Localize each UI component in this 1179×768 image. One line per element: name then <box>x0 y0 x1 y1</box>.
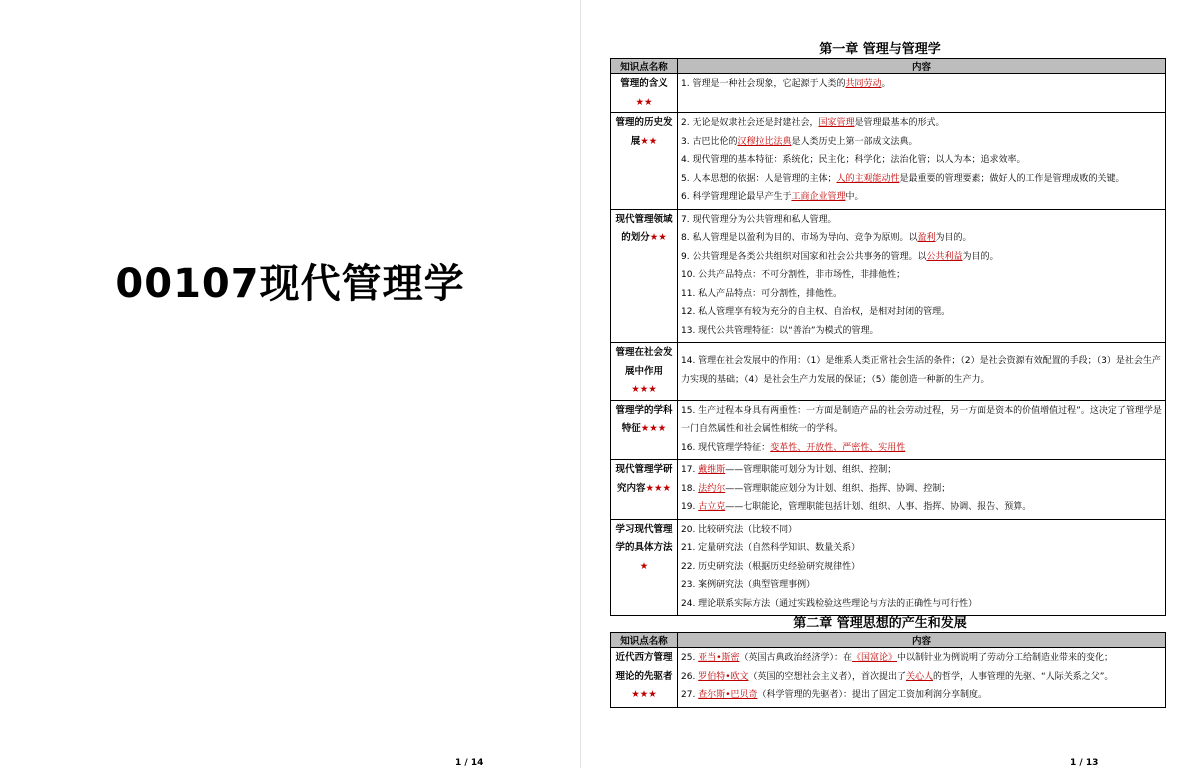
content-line <box>681 352 1162 389</box>
knowledge-point-content <box>678 113 1166 210</box>
content-line <box>681 649 1162 668</box>
highlighted-term: 汉穆拉比法典 <box>737 136 792 147</box>
content-line <box>681 303 1162 322</box>
knowledge-point-content <box>678 519 1166 616</box>
knowledge-table <box>610 632 1166 708</box>
right-page <box>581 0 1179 768</box>
content-line <box>681 211 1162 230</box>
content-text: 10. 公共产品特点：不可分割性，非市场性，非排他性； <box>681 270 906 280</box>
highlighted-term: 国家管理 <box>818 118 855 128</box>
star-rating: ★ <box>639 560 649 572</box>
content-text: 15. 生产过程本身具有两重性：一方面是制造产品的社会劳动过程，另一方面是资本的价值增值过程”。这决定了管理学是一门自然属性和社会属性相统一的学科。 <box>681 405 1162 434</box>
knowledge-point-content <box>678 400 1166 460</box>
table-row <box>611 209 1166 343</box>
table-row <box>611 343 1166 401</box>
content-text: 14. 管理在社会发展中的作用：（1）是维系人类正常社会生活的条件；（2）是社会资源有效配置的手段；（3）是社会生产力实现的基础；（4）是社会生产力发展的保证；（5）能创造一种新的生产力。 <box>681 356 1161 385</box>
table-row <box>611 400 1166 460</box>
content-text: 9. 公共管理是各类公共组织对国家和社会公共事务的管理。以 <box>681 251 927 262</box>
content-line <box>681 576 1162 595</box>
content-text: 18. <box>681 483 699 494</box>
content-text: （科学管理的先驱者）：提出了固定工资加利润分享制度。 <box>757 690 988 700</box>
content-text: 11. 私人产品特点：可分割性，排他性。 <box>681 288 843 299</box>
content-line <box>681 595 1162 614</box>
content-text: 。 <box>881 79 891 89</box>
content-line <box>681 461 1162 480</box>
content-text: （英国古典政治经济学）：在 <box>739 653 853 663</box>
knowledge-point-name <box>611 400 678 460</box>
content-text: 6. 科学管理理论最早产生于 <box>681 192 792 202</box>
content-text: 是最重要的管理要素；做好人的工作是管理成败的关键。 <box>899 173 1125 184</box>
content-text: ——管理职能应划分为计划、组织、指挥、协调、控制； <box>725 483 951 494</box>
table-header-row <box>611 633 1166 648</box>
knowledge-table <box>610 58 1166 616</box>
content-text: 19. <box>681 502 699 512</box>
content-text: 25. <box>681 653 699 663</box>
knowledge-point-name <box>611 209 678 343</box>
content-line <box>681 322 1162 341</box>
knowledge-point-label: 现代管理学研究内容 <box>615 464 673 494</box>
content-line <box>681 114 1162 133</box>
highlighted-term: 关心人 <box>906 671 934 682</box>
highlighted-term: 罗伯特•欧文 <box>698 671 749 682</box>
knowledge-point-content <box>678 460 1166 520</box>
header-knowledge-point: 知识点名称 <box>611 633 678 648</box>
cover-title: 00107现代管理学 <box>115 261 465 307</box>
highlighted-term: 查尔斯•巴贝奇 <box>698 690 758 700</box>
knowledge-point-label: 现代管理领域的划分 <box>615 213 673 243</box>
content-text: 为目的。 <box>935 233 972 243</box>
right-page-number: 1 / 13 <box>1070 758 1099 768</box>
knowledge-point-label: 管理的历史发展 <box>615 117 673 147</box>
knowledge-point-label: 管理学的学科特征 <box>615 404 673 434</box>
knowledge-point-label: 管理在社会发展中作用 <box>615 347 673 377</box>
content-text: 26. <box>681 671 699 682</box>
content-text: 1. 管理是一种社会现象，它起源于人类的 <box>681 79 846 89</box>
content-line <box>681 402 1162 439</box>
content-text: 是人类历史上第一部成文法典。 <box>791 136 918 147</box>
content-text: 7. 现代管理分为公共管理和私人管理。 <box>681 214 837 225</box>
content-text: 17. <box>681 465 699 475</box>
content-text: 22. 历史研究法（根据历史经验研究规律性） <box>681 561 861 572</box>
content-line <box>681 480 1162 499</box>
content-line <box>681 170 1162 189</box>
content-line <box>681 521 1162 540</box>
content-line <box>681 498 1162 517</box>
content-text: 3. 古巴比伦的 <box>681 136 738 147</box>
content-text: 为目的。 <box>962 251 999 262</box>
table-header-row <box>611 59 1166 74</box>
content-line <box>681 668 1162 687</box>
star-rating: ★★★ <box>631 384 657 395</box>
content-line <box>681 686 1162 705</box>
highlighted-term: 古立克 <box>698 502 726 512</box>
table-row <box>611 74 1166 113</box>
content-line <box>681 188 1162 207</box>
header-content: 内容 <box>678 633 1166 648</box>
content-text: 是管理最基本的形式。 <box>854 118 945 128</box>
table-row <box>611 113 1166 210</box>
star-rating: ★★★ <box>640 423 667 434</box>
highlighted-term: 变革性、开放性、严密性、实用性 <box>770 442 906 453</box>
table-row <box>611 519 1166 616</box>
content-text: 24. 理论联系实际方法（通过实践检验这些理论与方法的正确性与可行性） <box>681 598 978 609</box>
star-rating: ★★★ <box>631 689 657 700</box>
content-text: 13. 现代公共管理特征：以“善治”为模式的管理。 <box>681 325 879 336</box>
header-knowledge-point: 知识点名称 <box>611 59 678 74</box>
chapters-container <box>581 42 1179 708</box>
knowledge-point-content <box>678 648 1166 708</box>
knowledge-point-name <box>611 648 678 708</box>
content-text: 5. 人本思想的依据：人是管理的主体； <box>681 173 837 184</box>
knowledge-point-content <box>678 343 1166 401</box>
content-text: 4. 现代管理的基本特征：系统化；民主化；科学化；法治化管；以人为本；追求效率。 <box>681 155 1026 165</box>
header-content: 内容 <box>678 59 1166 74</box>
content-text: ——七职能论，管理职能包括计划、组织、人事、指挥、协调、报告、预算。 <box>725 502 1032 512</box>
star-rating: ★★ <box>649 232 667 243</box>
highlighted-term: 《国富论》 <box>852 653 898 663</box>
left-page <box>0 0 581 768</box>
content-line <box>681 248 1162 267</box>
content-line <box>681 75 1162 94</box>
table-row <box>611 648 1166 708</box>
highlighted-term: 亚当•斯密 <box>698 653 740 663</box>
content-line <box>681 133 1162 152</box>
left-page-number: 1 / 14 <box>455 758 484 768</box>
content-text: （英国的空想社会主义者），首次提出了 <box>748 671 907 682</box>
knowledge-point-name <box>611 519 678 616</box>
highlighted-term: 公共利益 <box>926 251 963 262</box>
content-line <box>681 558 1162 577</box>
knowledge-point-label: 学习现代管理学的具体方法 <box>615 523 673 553</box>
table-row <box>611 460 1166 520</box>
highlighted-term: 法约尔 <box>698 483 726 494</box>
chapter-title: 第二章 管理思想的产生和发展 <box>793 616 967 631</box>
content-text: 12. 私人管理享有较为充分的自主权、自治权，是相对封闭的管理。 <box>681 307 951 317</box>
highlighted-term: 盈利 <box>917 233 936 243</box>
content-text: ——管理职能可划分为计划、组织、控制； <box>725 465 897 475</box>
content-text: 16. 现代管理学特征： <box>681 442 771 453</box>
content-text: 20. 比较研究法（比较不同） <box>681 524 798 535</box>
content-text: 的哲学，人事管理的先驱、“人际关系之父”。 <box>933 671 1114 682</box>
knowledge-point-content <box>678 209 1166 343</box>
chapter-title: 第一章 管理与管理学 <box>819 42 941 57</box>
content-line <box>681 285 1162 304</box>
content-text: 27. <box>681 690 699 700</box>
content-text: 23. 案例研究法（典型管理事例） <box>681 580 816 590</box>
knowledge-point-content <box>678 74 1166 113</box>
knowledge-point-label: 管理的含义 <box>620 78 668 89</box>
content-line <box>681 151 1162 170</box>
content-text: 中。 <box>845 192 864 202</box>
content-text: 8. 私人管理是以盈利为目的、市场为导向、竞争为原则。以 <box>681 233 918 243</box>
knowledge-point-name <box>611 113 678 210</box>
highlighted-term: 戴维斯 <box>698 465 726 475</box>
content-line <box>681 439 1162 458</box>
star-rating: ★★★ <box>645 482 672 494</box>
content-line <box>681 539 1162 558</box>
knowledge-point-name <box>611 460 678 520</box>
highlighted-term: 共同劳动 <box>845 79 882 89</box>
content-text: 中以制针业为例说明了劳动分工给制造业带来的变化； <box>897 653 1114 663</box>
highlighted-term: 人的主观能动性 <box>836 173 900 184</box>
content-text: 2. 无论是奴隶社会还是封建社会， <box>681 118 819 128</box>
star-rating: ★★ <box>640 135 658 147</box>
highlighted-term: 工商企业管理 <box>791 192 846 202</box>
content-line <box>681 266 1162 285</box>
content-line <box>681 229 1162 248</box>
star-rating: ★★ <box>635 96 653 108</box>
content-text: 21. 定量研究法（自然科学知识、数量关系） <box>681 543 861 553</box>
knowledge-point-name <box>611 343 678 401</box>
knowledge-point-name <box>611 74 678 113</box>
knowledge-point-label: 近代西方管理理论的先驱者 <box>615 652 673 682</box>
